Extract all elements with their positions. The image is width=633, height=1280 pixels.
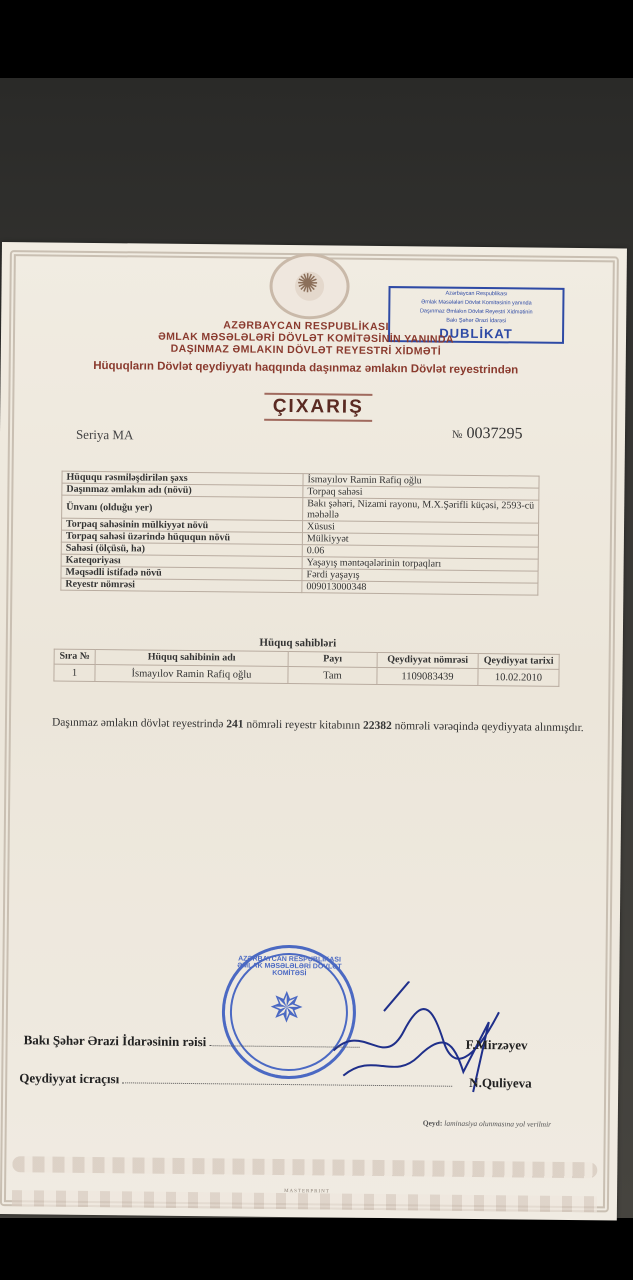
table-cell: 10.02.2010 [478,669,559,687]
note-text: laminasiya olunmasına yol verilmir [444,1118,552,1129]
table-cell: Tam [288,667,377,685]
field-value: 009013000348 [302,581,538,595]
number-prefix: № [451,428,463,441]
printer-mark: MASTERPRINT [284,1189,330,1195]
column-header: Qeydiyyat nömrəsi [377,652,478,668]
seal-text: AZƏRBAYCAN RESPUBLİKASI ƏMLAK MƏSƏLƏLƏRİ DÖVLƏT KOMİTƏSİ [237,955,342,978]
field-label: Reyestr nömrəsi [61,578,302,593]
number-value: 0037295 [466,424,523,443]
property-details-table [60,471,539,596]
field-label: Ünvanı (olduğu yer) [62,495,303,521]
stamp-line: Bakı Şəhər Ərazi İdarəsi [446,317,507,325]
field-label: Kateqoriyası [61,554,302,569]
field-label: Daşınmaz əmlakın adı (növü) [62,483,303,498]
field-value: İsmayılov Ramin Rafiq oğlu [303,474,539,488]
field-label: Sahəsi (ölçüsü, ha) [61,542,302,557]
header-subtitle: Hüquqların Dövlət qeydiyyatı haqqında daşınmaz əmlakın Dövlət reyestrindən [93,359,519,377]
column-header: Qeydiyyat tarixi [478,654,559,670]
field-label: Hüququ rəsmiləşdirilən şəxs [62,471,303,486]
table-cell: İsmayılov Ramin Rafiq oğlu [95,664,288,683]
certificate-document [0,242,627,1220]
note-label: Qeyd: [422,1118,443,1128]
field-value: Bakı şəhəri, Nizami rayonu, M.X.Şərifli küçəsi, 2593-cü məhəllə [303,498,539,523]
table-cell: 1109083439 [377,667,478,685]
field-value: Mülkiyyət [302,533,538,547]
registry-book-number: 241 [226,718,244,731]
field-value: Xüsusi [302,521,538,535]
emblem-star-icon: ✵ [268,985,305,1033]
header-committee: ƏMLAK MƏSƏLƏLƏRİ DÖVLƏT KOMİTƏSİNİN YANINDA [158,330,454,346]
column-header: Payı [288,652,377,668]
field-value: Torpaq sahəsi [303,486,539,500]
document-title: ÇIXARIŞ [264,393,372,422]
executor-name: N.Quliyeva [469,1074,532,1091]
column-header: Sıra № [54,649,95,664]
stamp-line: Daşınmaz Əmlakın Dövlət Reyestri Xidmətinin [419,308,533,316]
chief-label: Bakı Şəhər Ərazi İdarəsinin rəisi [23,1032,207,1050]
header-service: DAŞINMAZ ƏMLAKIN DÖVLƏT REYESTRİ XİDMƏTİ [170,342,442,358]
field-value: Fərdi yaşayış [302,569,538,583]
column-header: Hüquq sahibinin adı [95,649,288,666]
chief-name: F.Mirzəyev [465,1036,528,1053]
registration-text: nömrəli vərəqində qeydiyyata alınmışdır. [391,720,584,735]
registration-text: nömrəli reyestr kitabının [243,718,364,732]
stamp-line: Azərbaycan Respublikası [445,290,508,298]
signature-dotted-line [210,1035,360,1048]
series-label: Seriya MA [75,426,134,443]
signature-dotted-line [122,1072,452,1086]
executor-label: Qeydiyyat icraçısı [19,1070,120,1087]
owners-table [53,649,559,687]
field-value: Yaşayış məntəqələrinin torpaqları [302,557,538,571]
duplicate-label: DUBLİKAT [439,325,513,342]
document-number [452,425,523,444]
footer-note [423,1118,551,1128]
registry-sheet-number: 22382 [362,719,392,733]
field-label: Torpaq sahəsinin mülkiyyət növü [61,518,302,533]
registration-text: Daşınmaz əmlakın dövlət reyestrində [51,716,227,731]
table-cell: 1 [54,664,95,681]
owners-title: Hüquq sahibləri [259,636,337,650]
field-value: 0.06 [302,545,538,559]
stamp-line: Əmlak Məsələləri Dövlət Komitəsinin yanında [421,299,532,307]
header-republic: AZƏRBAYCAN RESPUBLİKASI [223,319,390,334]
field-label: Torpaq sahəsi üzərində hüququn növü [61,530,302,545]
state-emblem-icon: ✺ [269,253,350,320]
field-label: Məqsədli istifadə növü [61,566,302,581]
